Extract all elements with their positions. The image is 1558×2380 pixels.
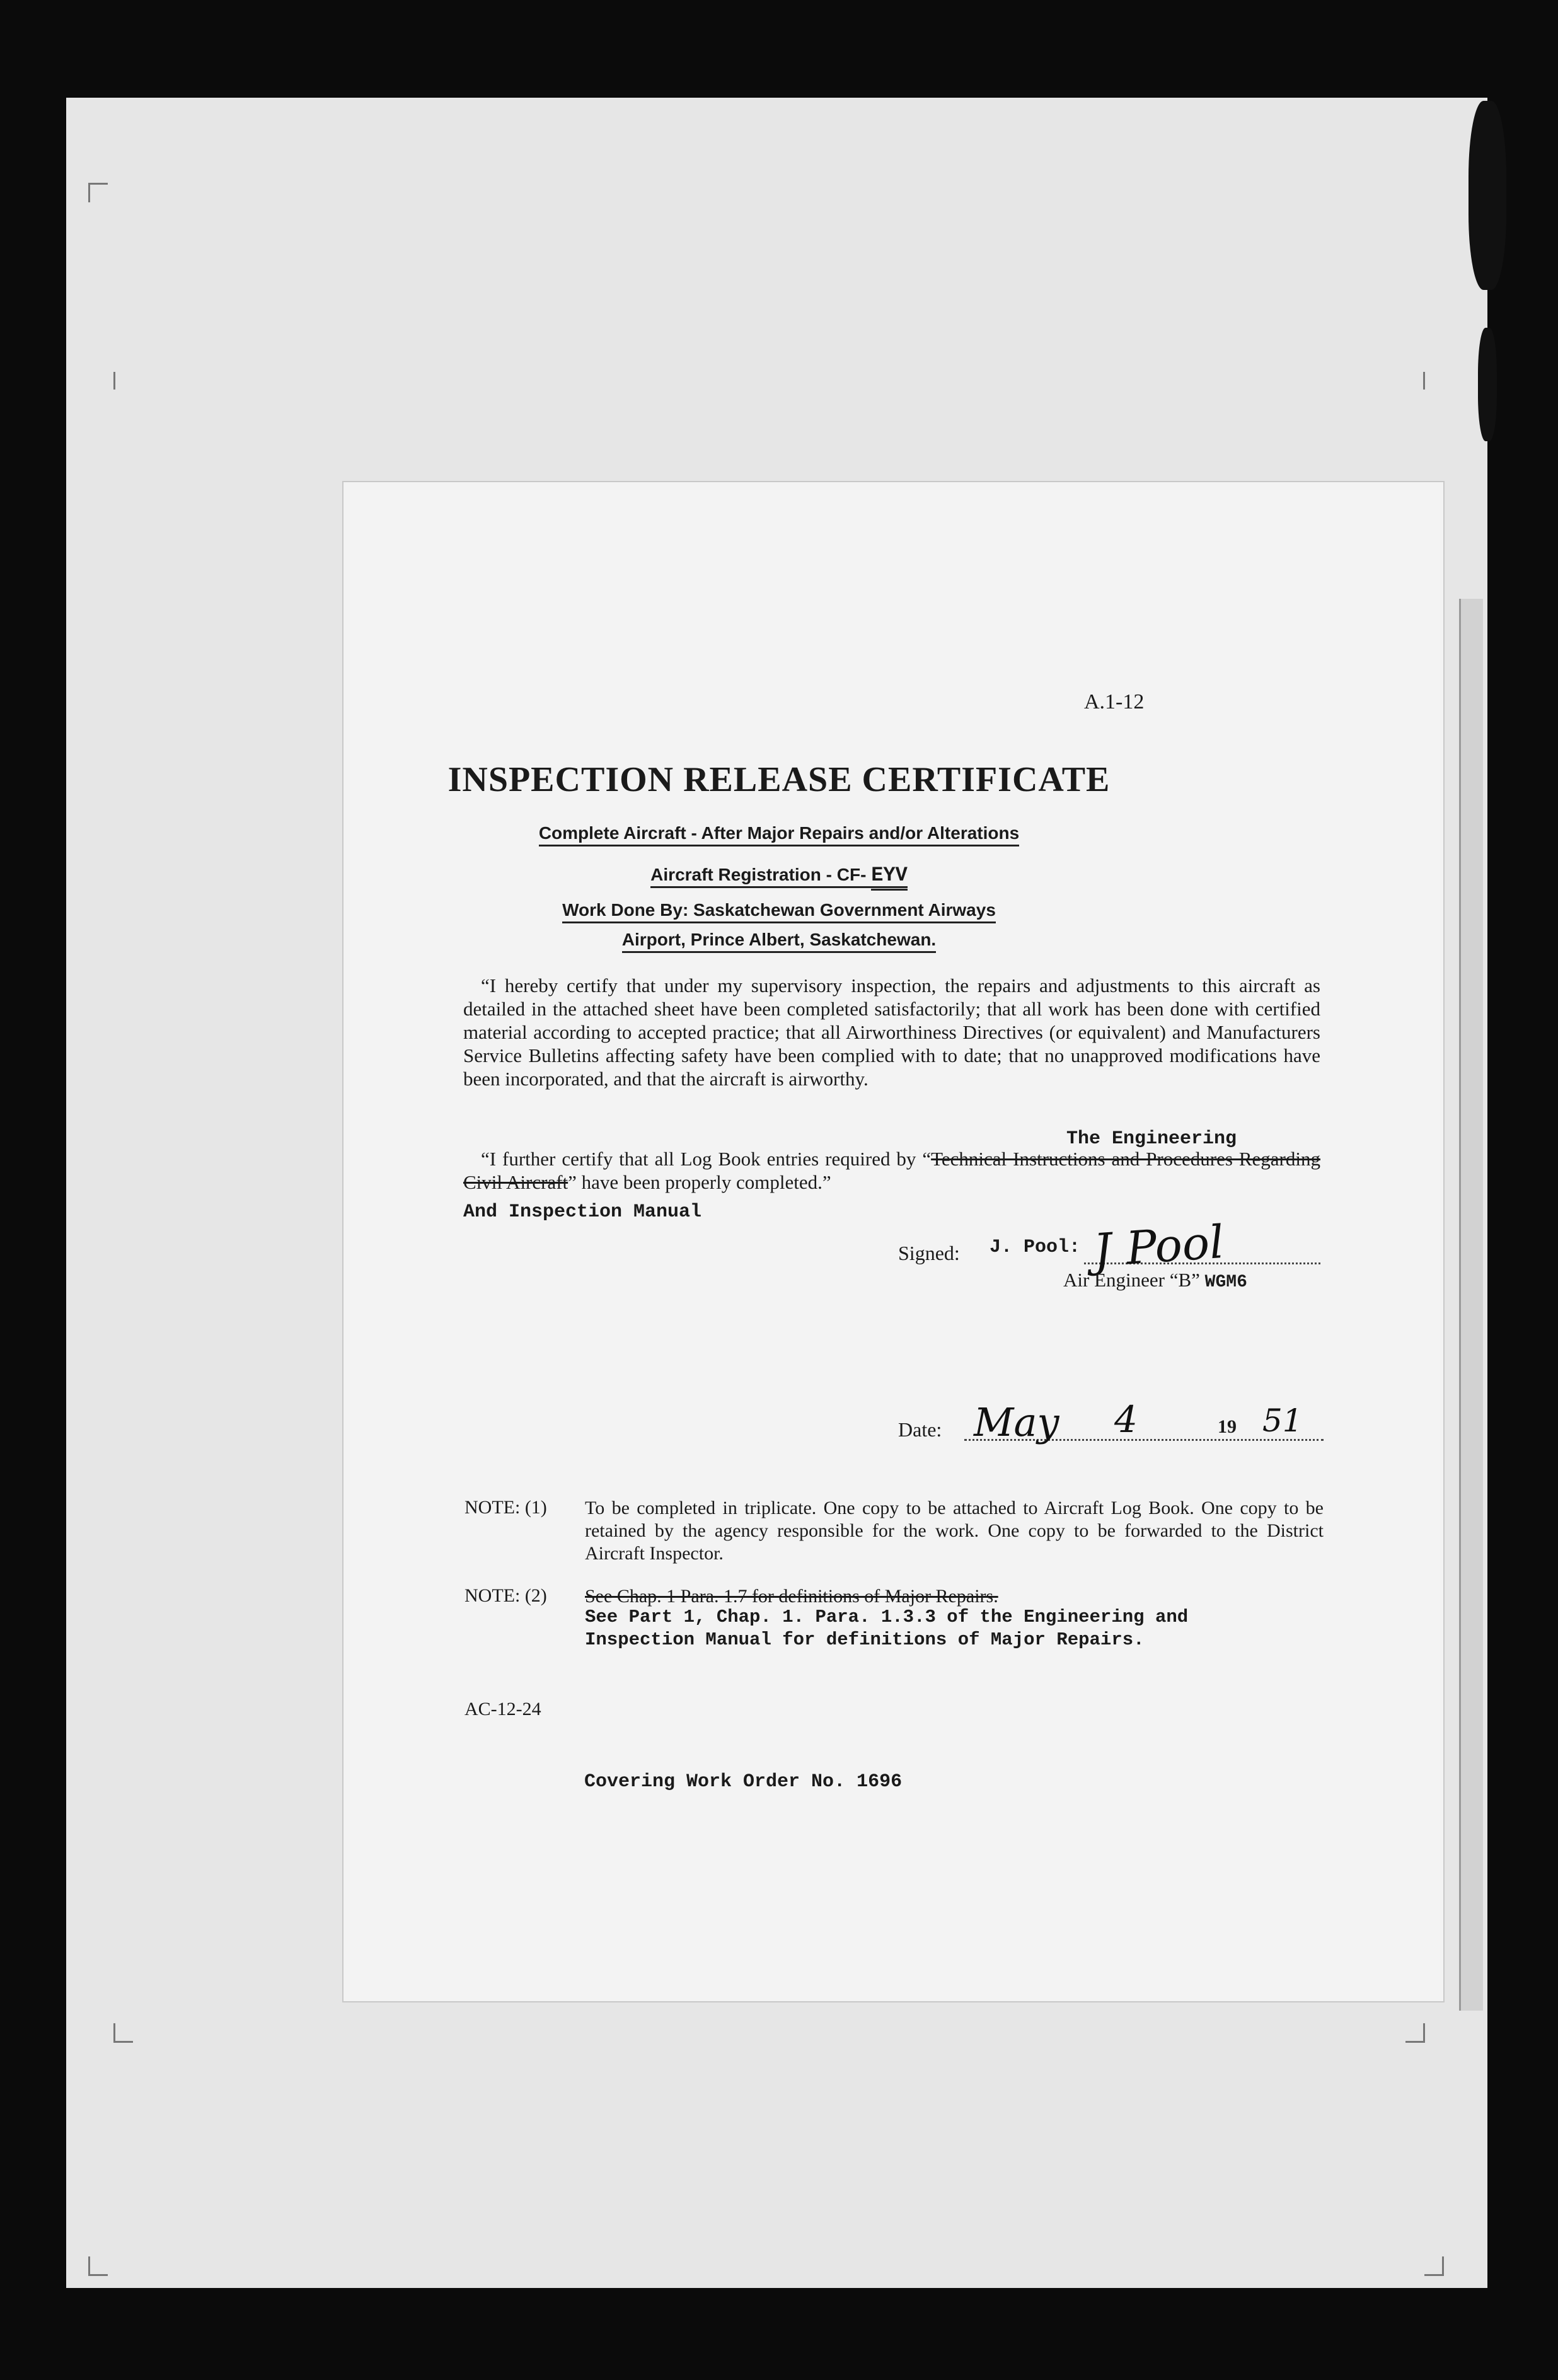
signer-name: J. Pool: — [990, 1237, 1081, 1258]
note-2-struck-text: See Chap. 1 Para. 1.7 for definitions of Major Repairs. — [585, 1586, 998, 1607]
form-number: A.1-12 — [1084, 690, 1145, 713]
handwritten-year: 51 — [1262, 1402, 1303, 1439]
crop-mark — [88, 183, 108, 202]
log-book-paragraph: “I further certify that all Log Book entries required by “Technical Instructions and Procedures Regarding Civil Aircraft” have been properly completed.” — [463, 1148, 1320, 1193]
certificate-title: INSPECTION RELEASE CERTIFICATE — [447, 760, 1111, 799]
handwritten-day: 4 — [1114, 1398, 1138, 1441]
note-2-typed-text: See Part 1, Chap. 1. Para. 1.3.3 of the Engineering and Inspection Manual for definitions of Major Repairs. — [585, 1607, 1189, 1650]
certification-paragraph: “I hereby certify that under my supervisory inspection, the repairs and adjustments to this aircraft as detailed in the attached sheet have been completed satisfactorily; that all work has been done with certified material according to accepted practice; that all Airworthiness Directives (or equivalent) and Manufacturers Service Bulletins affecting safety have been complied with to date; that no unapproved modifications have been incorporated, and that the aircraft is airworthy. — [463, 974, 1320, 1090]
engineer-license: WGM6 — [1204, 1273, 1247, 1292]
crop-mark — [1405, 2023, 1425, 2043]
form-code: AC-12-24 — [465, 1699, 541, 1719]
work-order: Covering Work Order No. 1696 — [584, 1771, 903, 1793]
handwritten-signature: J Pool — [1092, 1215, 1226, 1278]
typed-insertion: And Inspection Manual — [463, 1201, 702, 1223]
film-edge-blot — [1478, 328, 1497, 441]
typed-insertion: The Engineering — [1066, 1128, 1237, 1150]
signed-label: Signed: — [898, 1242, 960, 1264]
crop-mark — [1424, 2256, 1444, 2276]
crop-mark — [113, 2023, 133, 2043]
registration-value: EYV — [871, 864, 908, 891]
crop-mark — [1405, 372, 1425, 390]
printed-year: 19 — [1218, 1416, 1237, 1437]
engineer-designation: Air Engineer “B” WGM6 — [1063, 1269, 1247, 1292]
aircraft-registration: Aircraft Registration - CF- EYV — [0, 864, 1558, 887]
date-label: Date: — [898, 1418, 942, 1441]
note-1-text: To be completed in triplicate. One copy to be attached to Aircraft Log Book. One copy to be retained by the agency responsible for the work. One copy to be forwarded to the District Aircraft Inspector. — [585, 1498, 1324, 1564]
handwritten-month: May — [974, 1399, 1059, 1445]
sheet-edge — [1459, 599, 1483, 2011]
note-2-label: NOTE: (2) — [465, 1585, 547, 1606]
film-edge-blot — [1469, 101, 1506, 290]
struck-reference: Technical Instructions and Procedures Regarding Civil Aircraft — [463, 1148, 1320, 1193]
work-location: Airport, Prince Albert, Saskatchewan. — [0, 930, 1558, 950]
certificate-subtitle: Complete Aircraft - After Major Repairs and/or Alterations — [0, 823, 1558, 843]
crop-mark — [113, 372, 133, 390]
work-done-by: Work Done By: Saskatchewan Government Airways — [0, 900, 1558, 920]
note-1-label: NOTE: (1) — [465, 1497, 547, 1518]
crop-mark — [88, 2256, 108, 2276]
